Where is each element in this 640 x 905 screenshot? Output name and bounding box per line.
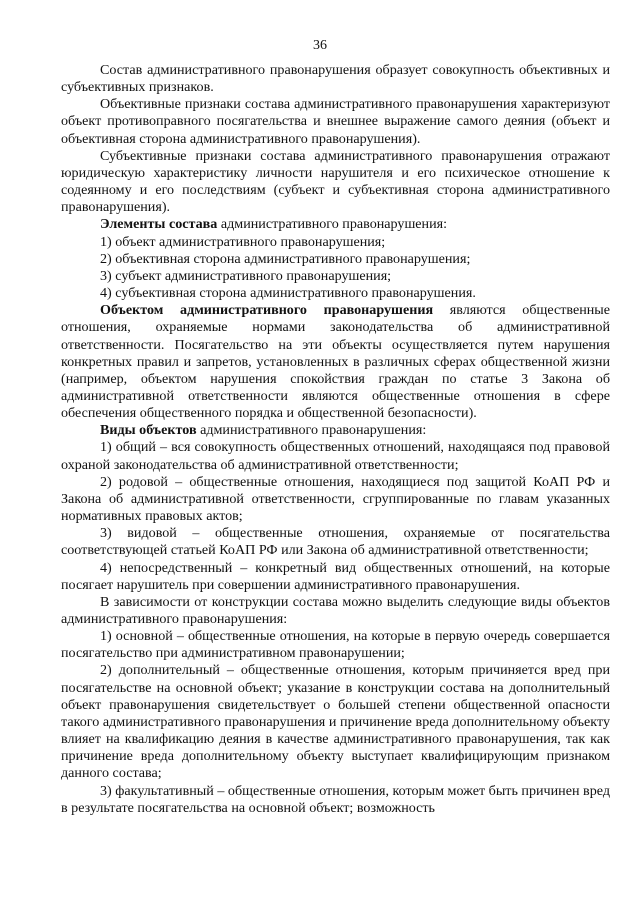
page-number: 36 bbox=[313, 38, 327, 53]
list-item-element-subject: 3) субъект административного правонарушения; bbox=[100, 267, 392, 284]
paragraph-subjective-features: Субъективные признаки состава административного правонарушения отражают юридическую характеристику личности нарушителя и его психическое отношение к содеянному и его последствиям (субъект и субъективная сторона административного правонарушения). bbox=[61, 147, 610, 216]
object-types-term: Виды объектов bbox=[100, 422, 197, 439]
list-item-object-main: 1) основной – общественные отношения, на которые в первую очередь совершается посягательство при административном правонарушении; bbox=[61, 628, 610, 662]
paragraph-composition: Состав административного правонарушения образует совокупность объективных и субъективных признаков. bbox=[61, 62, 610, 96]
list-item-object-optional: 3) факультативный – общественные отношения, которым может быть причинен вред в результате посягательства на основной объект; возможность bbox=[61, 782, 610, 816]
list-item-object-additional: 2) дополнительный – общественные отношения, которым причиняется вред при посягательстве на основной объект; указание в конструкции состава на дополнительный объект правонарушения свидетельствует о большей степени общественной опасности такого административного правонарушения и причинение вреда дополнительному объекту влияет на квалификацию деяния в качестве административного правонарушения, так как причинение вреда дополнительному объекту выступает квалифицирующим признаком данного состава; bbox=[61, 662, 610, 782]
elements-term: Элементы состава bbox=[100, 216, 218, 233]
elements-heading bbox=[61, 216, 610, 233]
paragraph-object-definition bbox=[61, 302, 610, 422]
document-body bbox=[61, 62, 610, 817]
object-term: Объектом административного правонарушения bbox=[100, 302, 434, 319]
list-item-object-specific: 3) видовой – общественные отношения, охраняемые от посягательства соответствующей статьей КоАП РФ или Закона об административной ответственности; bbox=[61, 525, 610, 559]
paragraph-objective-features: Объективные признаки состава административного правонарушения характеризуют объект противоправного посягательства и внешнее выражение самого деяния (объект и объективная сторона административного правонарушения). bbox=[61, 96, 610, 147]
list-item-object-immediate: 4) непосредственный – конкретный вид общественных отношений, на которые посягает нарушитель при совершении административного правонарушения. bbox=[61, 559, 610, 593]
list-item-element-objective-side: 2) объективная сторона административного правонарушения; bbox=[100, 250, 471, 267]
object-types-heading-rest: административного правонарушения: bbox=[196, 422, 427, 439]
object-types-heading bbox=[61, 422, 610, 439]
elements-heading-rest: административного правонарушения: bbox=[217, 216, 448, 233]
paragraph-construction-intro: В зависимости от конструкции состава можно выделить следующие виды объектов административного правонарушения: bbox=[61, 593, 610, 627]
list-item-element-object: 1) объект административного правонарушения; bbox=[100, 233, 386, 250]
list-item-object-generic: 2) родовой – общественные отношения, находящиеся под защитой КоАП РФ и Закона об административной ответственности, сгруппированные по главам указанных нормативных правовых актов; bbox=[61, 473, 610, 525]
list-item-object-general: 1) общий – вся совокупность общественных отношений, находящаяся под правовой охраной законодательства об административной ответственности; bbox=[61, 439, 610, 473]
list-item-element-subjective-side: 4) субъективная сторона административного правонарушения. bbox=[100, 285, 476, 302]
object-definition-text: являются общественные отношения, охраняемые нормами законодательства об административной ответственности. Посягательство на эти объекты осуществляется путем нарушения конкретных правил и запретов, установленных в различных сферах общественной жизни (например, объектом нарушения спокойствия граждан по статье 3 Закона об административной ответственности являются общественные отношения в сфере обеспечения общественного порядка и общественной безопасности). bbox=[61, 302, 611, 422]
